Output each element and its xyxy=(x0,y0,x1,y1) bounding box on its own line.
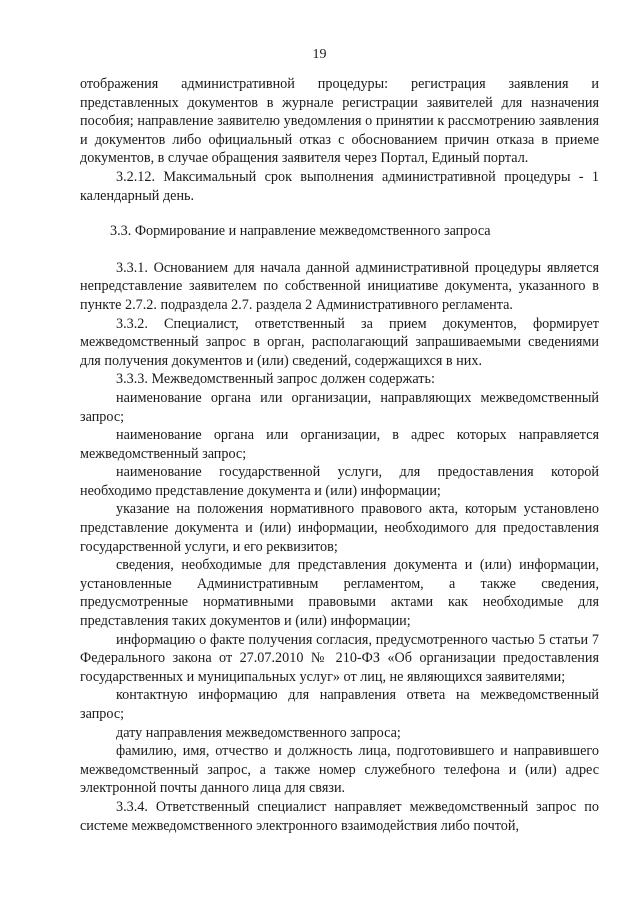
paragraph-3-3-3: 3.3.3. Межведомственный запрос должен содержать: xyxy=(116,371,435,388)
section-heading-3-3: 3.3. Формирование и направление межведомственного запроса xyxy=(110,223,491,240)
document-body xyxy=(80,75,599,835)
list-item: наименование органа или организации, в адрес которых направляется межведомственный запрос; xyxy=(80,427,599,462)
paragraph-3-3-2: 3.3.2. Специалист, ответственный за прием документов, формирует межведомственный запрос в орган, располагающий запрашиваемыми сведениями для получения документов и (или) сведений, содержащихся в них. xyxy=(80,315,599,369)
paragraph-3-3-1: 3.3.1. Основанием для начала данной административной процедуры является непредставление заявителем по собственной инициативе документа, указанного в пункте 2.7.2. подраздела 2.7. раздела 2 Административного регламента. xyxy=(80,259,599,313)
page-number: 19 xyxy=(312,47,327,62)
list-item: контактную информацию для направления ответа на межведомственный запрос; xyxy=(80,687,599,722)
list-item: указание на положения нормативного правового акта, которым установлено представление документа и (или) информации, необходимого для предоставления государственной услуги, и его реквизитов; xyxy=(80,501,599,555)
list-item: наименование органа или организации, направляющих межведомственный запрос; xyxy=(80,389,599,425)
list-item: информацию о факте получения согласия, предусмотренного частью 5 статьи 7 Федерального закона от 27.07.2010 № 210-ФЗ «Об организации предоставления государственных и муниципальных услуг» от лиц, не являющихся заявителями; xyxy=(80,631,599,685)
paragraph-3-2-12: 3.2.12. Максимальный срок выполнения административной процедуры - 1 календарный день. xyxy=(80,168,599,204)
list-item: наименование государственной услуги, для предоставления которой необходимо представление документа и (или) информации; xyxy=(80,464,599,499)
list-item: фамилию, имя, отчество и должность лица, подготовившего и направившего межведомственный запрос, а также номер служебного телефона и (или) адрес электронной почты данного лица для связи. xyxy=(80,743,599,797)
list-item: сведения, необходимые для представления документа и (или) информации, установленные Административным регламентом, а также сведения, предусмотренные нормативными правовыми актами как необходимые для представления таких документов и (или) информации; xyxy=(80,557,599,630)
list-item: дату направления межведомственного запроса; xyxy=(116,724,401,741)
paragraph-procedure-display: отображения административной процедуры: регистрация заявления и представленных документов в журнале регистрации заявителей для назначения пособия; направление заявителю уведомления о принятии к рассмотрению заявления и документов либо официальный отказ с обоснованием причин отказа в приеме документов, в случае обращения заявителя через Портал, Единый портал. xyxy=(80,76,599,167)
paragraph-3-3-4: 3.3.4. Ответственный специалист направляет межведомственный запрос по системе межведомственного электронного взаимодействия либо почтой, xyxy=(80,798,599,834)
